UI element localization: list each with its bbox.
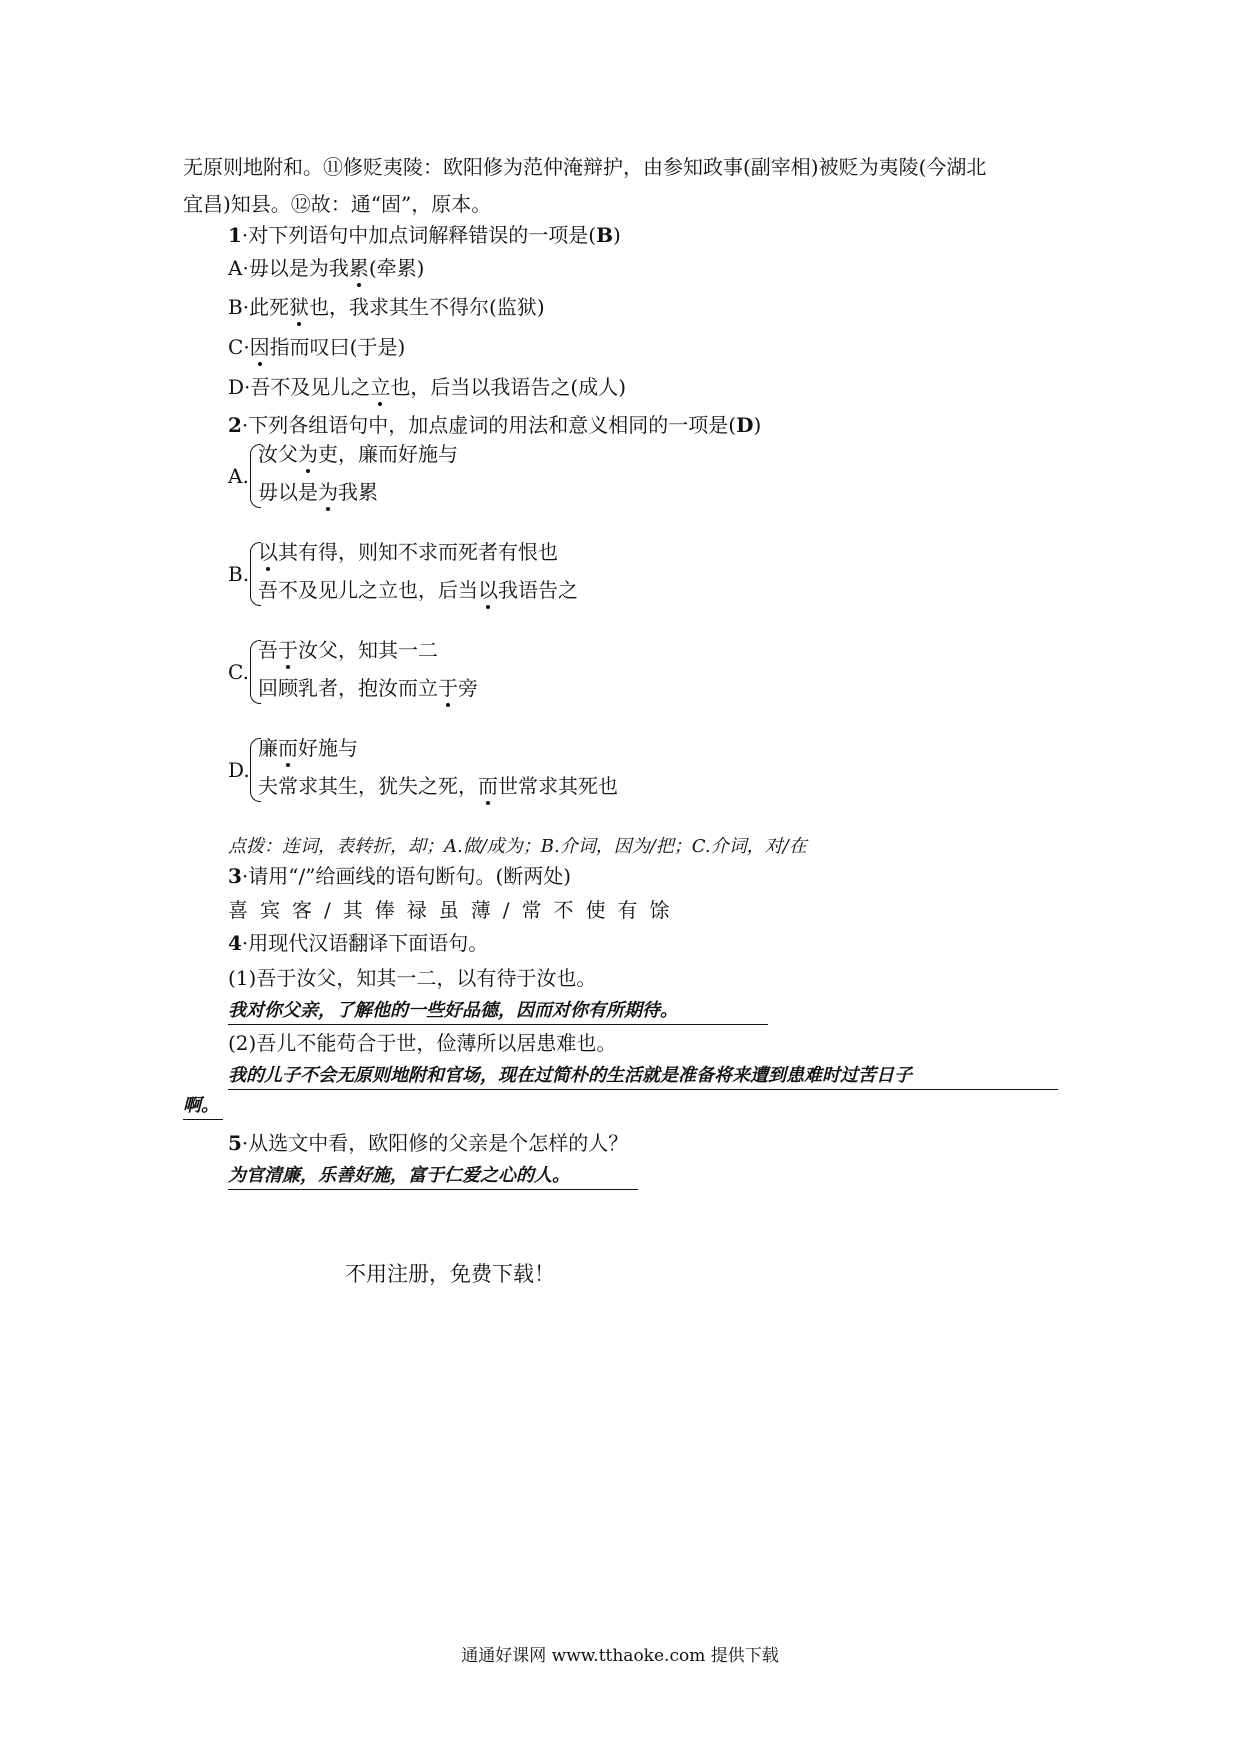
sentence-post: 汝父，知其一二 xyxy=(298,638,438,662)
q4-sentence-1: (1)吾于汝父，知其一二，以有待于汝也。 xyxy=(228,966,597,990)
q2-stem: 下列各组语句中，加点虚词的用法和意义相同的一项是( xyxy=(248,413,737,437)
q4-answer-2-line2: 啊。 xyxy=(183,1095,223,1120)
q4-stem-line: 4·用现代汉语翻译下面语句。 xyxy=(228,931,489,955)
q1-answer: B xyxy=(596,223,613,247)
q2-group-d-letter: D. xyxy=(228,758,250,782)
q1-option-d: D·吾不及见儿之立也，后当以我语告之(成人) xyxy=(228,375,627,399)
option-letter: A xyxy=(228,256,243,280)
q2-hint: 点拨：连词，表转折，却；A.做/成为；B.介词，因为/把；C.介词，对/在 xyxy=(228,836,807,857)
sentence-post: 好施与 xyxy=(298,736,358,760)
dotted-word: 因 xyxy=(249,335,270,359)
option-text-pre: 吾不及见儿之 xyxy=(250,375,371,399)
sentence-post: 旁 xyxy=(458,676,478,700)
option-text-pre: 此死 xyxy=(249,295,290,319)
option-letter: B xyxy=(228,295,243,319)
sentence-pre: 廉 xyxy=(258,736,278,760)
dotted-word: 而 xyxy=(478,774,498,798)
q3-answer: 喜宾客/其俸禄虽薄/常不使有馀 xyxy=(228,898,682,922)
option-letter: D xyxy=(228,375,245,399)
dotted-word: 以 xyxy=(258,540,278,564)
q1-option-b: B·此死狱也，我求其生不得尔(监狱) xyxy=(228,295,545,319)
option-text-post: (牵累) xyxy=(368,256,425,280)
dotted-word: 为 xyxy=(318,480,338,504)
sentence-post: 吏，廉而好施与 xyxy=(318,442,458,466)
dotted-word: 立 xyxy=(370,375,391,399)
dotted-word: 狱 xyxy=(289,295,310,319)
sentence-post: 我累 xyxy=(338,480,378,504)
q2-stem-close: ) xyxy=(753,413,762,437)
q1-number: 1 xyxy=(228,223,242,247)
sentence-post: 其有得，则知不求而死者有恨也 xyxy=(278,540,558,564)
q2-group-a-s2 xyxy=(258,480,378,504)
option-text-post: 指而叹曰(于是) xyxy=(269,335,406,359)
dotted-word: 于 xyxy=(278,638,298,662)
q1-stem-close: ) xyxy=(613,223,621,247)
q4-sentence-2: (2)吾儿不能苟合于世，俭薄所以居患难也。 xyxy=(228,1031,617,1055)
q1-stem: 对下列语句中加点词解释错误的一项是( xyxy=(248,223,597,247)
sentence-pre: 毋以是 xyxy=(258,480,318,504)
q5-stem-line: 5·从选文中看，欧阳修的父亲是个怎样的人？ xyxy=(228,1131,629,1155)
dotted-word: 而 xyxy=(278,736,298,760)
q3-stem-line: 3·请用“/”给画线的语句断句。(断两处) xyxy=(228,864,572,888)
q1-option-c: C·因指而叹曰(于是) xyxy=(228,335,406,359)
q4-stem: 用现代汉语翻译下面语句。 xyxy=(248,931,489,955)
q4-answer-2-line1: 我的儿子不会无原则地附和官场，现在过简朴的生活就是准备将来遭到患难时过苦日子 xyxy=(228,1065,1058,1090)
sentence-post: 世常求其死也 xyxy=(498,774,618,798)
dotted-word: 累 xyxy=(348,256,369,280)
q4-number: 4 xyxy=(228,931,242,955)
q1-stem-line: 1·对下列语句中加点词解释错误的一项是(B) xyxy=(228,223,621,247)
q2-answer: D xyxy=(736,413,754,437)
q5-answer: 为官清廉，乐善好施，富于仁爱之心的人。 xyxy=(228,1165,638,1190)
q2-group-a-s1 xyxy=(258,442,458,466)
q2-stem-line: 2·下列各组语句中，加点虚词的用法和意义相同的一项是(D) xyxy=(228,413,762,437)
sentence-pre: 吾不及见儿之立也，后当 xyxy=(258,578,478,602)
q2-group-c-letter: C. xyxy=(228,660,249,684)
notes-line-1: 无原则地附和。⑪修贬夷陵：欧阳修为范仲淹辩护，由参知政事(副宰相)被贬为夷陵(今湖北 xyxy=(183,155,987,179)
q3-stem: 请用“/”给画线的语句断句。(断两处) xyxy=(248,864,572,888)
q2-group-c-s2 xyxy=(258,676,478,700)
sentence-pre: 汝父 xyxy=(258,442,298,466)
q2-group-b-letter: B. xyxy=(228,562,250,586)
option-text-post: 也，我求其生不得尔(监狱) xyxy=(309,295,545,319)
page-footer: 通通好课网 www.tthaoke.com 提供下载 xyxy=(461,1646,779,1666)
q3-number: 3 xyxy=(228,864,242,888)
promo-text: 不用注册，免费下载！ xyxy=(345,1262,555,1286)
q2-group-d-s1 xyxy=(258,736,358,760)
q4-answer-1: 我对你父亲，了解他的一些好品德，因而对你有所期待。 xyxy=(228,1000,768,1025)
q2-group-a-letter: A. xyxy=(228,464,249,488)
q5-number: 5 xyxy=(228,1131,242,1155)
q2-group-b-s2 xyxy=(258,578,578,602)
sentence-pre: 夫常求其生，犹失之死， xyxy=(258,774,478,798)
option-text-post: 也，后当以我语告之(成人) xyxy=(390,375,627,399)
q2-group-b-s1 xyxy=(258,540,558,564)
q2-group-c-s1 xyxy=(258,638,438,662)
q2-group-d-s2 xyxy=(258,774,618,798)
dotted-word: 于 xyxy=(438,676,458,700)
option-text-pre: 毋以是为我 xyxy=(248,256,349,280)
notes-line-2: 宜昌)知县。⑫故：通“固”，原本。 xyxy=(183,192,492,216)
dotted-word: 为 xyxy=(298,442,318,466)
sentence-pre: 吾 xyxy=(258,638,278,662)
dotted-word: 以 xyxy=(478,578,498,602)
q2-number: 2 xyxy=(228,413,242,437)
sentence-pre: 回顾乳者，抱汝而立 xyxy=(258,676,438,700)
option-letter: C xyxy=(228,335,244,359)
sentence-post: 我语告之 xyxy=(498,578,578,602)
q1-option-a: A·毋以是为我累(牵累) xyxy=(228,256,425,280)
q5-stem: 从选文中看，欧阳修的父亲是个怎样的人？ xyxy=(248,1131,629,1155)
